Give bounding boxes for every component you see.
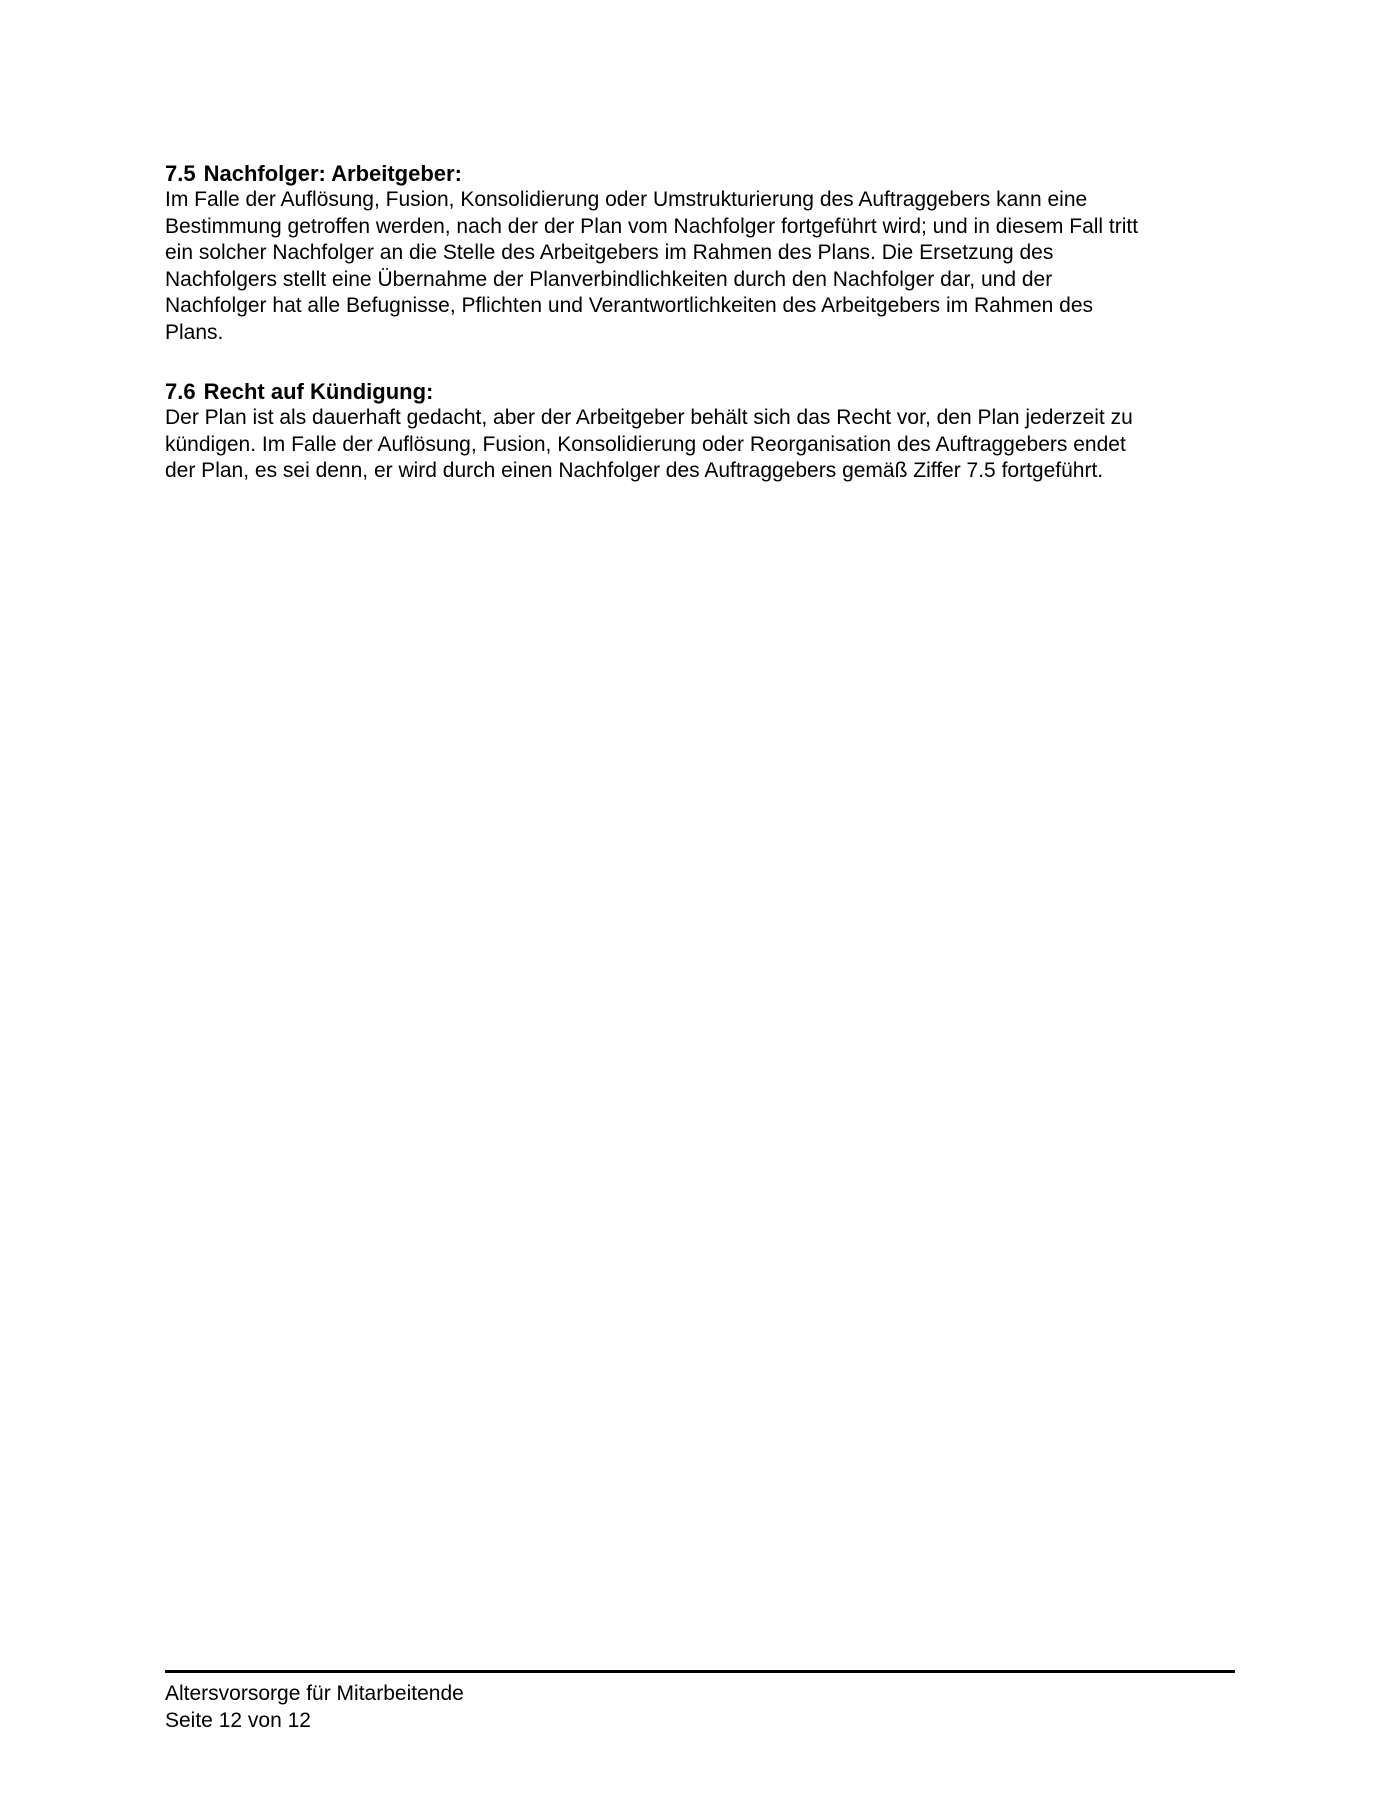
body-line: Bestimmung getroffen werden, nach der der Plan vom Nachfolger fortgeführt wird; und in diesem Fall tritt bbox=[165, 214, 1139, 238]
section-body bbox=[165, 187, 1245, 346]
section-7-5 bbox=[165, 160, 1245, 346]
body-line: ein solcher Nachfolger an die Stelle des Arbeitgebers im Rahmen des Plans. Die Ersetzung des bbox=[165, 241, 1054, 264]
body-line: Der Plan ist als dauerhaft gedacht, aber der Arbeitgeber behält sich das Recht vor, den Plan jederzeit zu bbox=[165, 406, 1133, 429]
page-footer bbox=[165, 1670, 1235, 1734]
body-line: Im Falle der Auflösung, Fusion, Konsolidierung oder Umstrukturierung des Auftraggebers kann eine bbox=[165, 188, 1088, 211]
body-line: der Plan, es sei denn, er wird durch einen Nachfolger des Auftraggebers gemäß Ziffer 7.5 fortgeführt. bbox=[165, 459, 1104, 482]
section-heading bbox=[165, 160, 1245, 187]
footer-page-number: Seite 12 von 12 bbox=[165, 1708, 311, 1732]
section-body bbox=[165, 405, 1245, 485]
page-content bbox=[165, 160, 1245, 517]
section-title: Recht auf Kündigung: bbox=[203, 379, 434, 404]
body-line: Nachfolgers stellt eine Übernahme der Planverbindlichkeiten durch den Nachfolger dar, und der bbox=[165, 267, 1053, 291]
body-line: Plans. bbox=[165, 320, 224, 344]
section-number: 7.6 bbox=[165, 379, 196, 404]
body-line: Nachfolger hat alle Befugnisse, Pflichten und Verantwortlichkeiten des Arbeitgebers im Rahmen des bbox=[165, 294, 1094, 317]
section-7-6 bbox=[165, 378, 1245, 485]
footer-document-title: Altersvorsorge für Mitarbeitende bbox=[165, 1682, 464, 1705]
section-number: 7.5 bbox=[165, 161, 196, 186]
footer-divider bbox=[165, 1670, 1235, 1673]
section-heading bbox=[165, 378, 1245, 405]
section-title: Nachfolger: Arbeitgeber: bbox=[203, 161, 462, 186]
body-line: kündigen. Im Falle der Auflösung, Fusion, Konsolidierung oder Reorganisation des Auftraggebers endet bbox=[165, 432, 1126, 456]
